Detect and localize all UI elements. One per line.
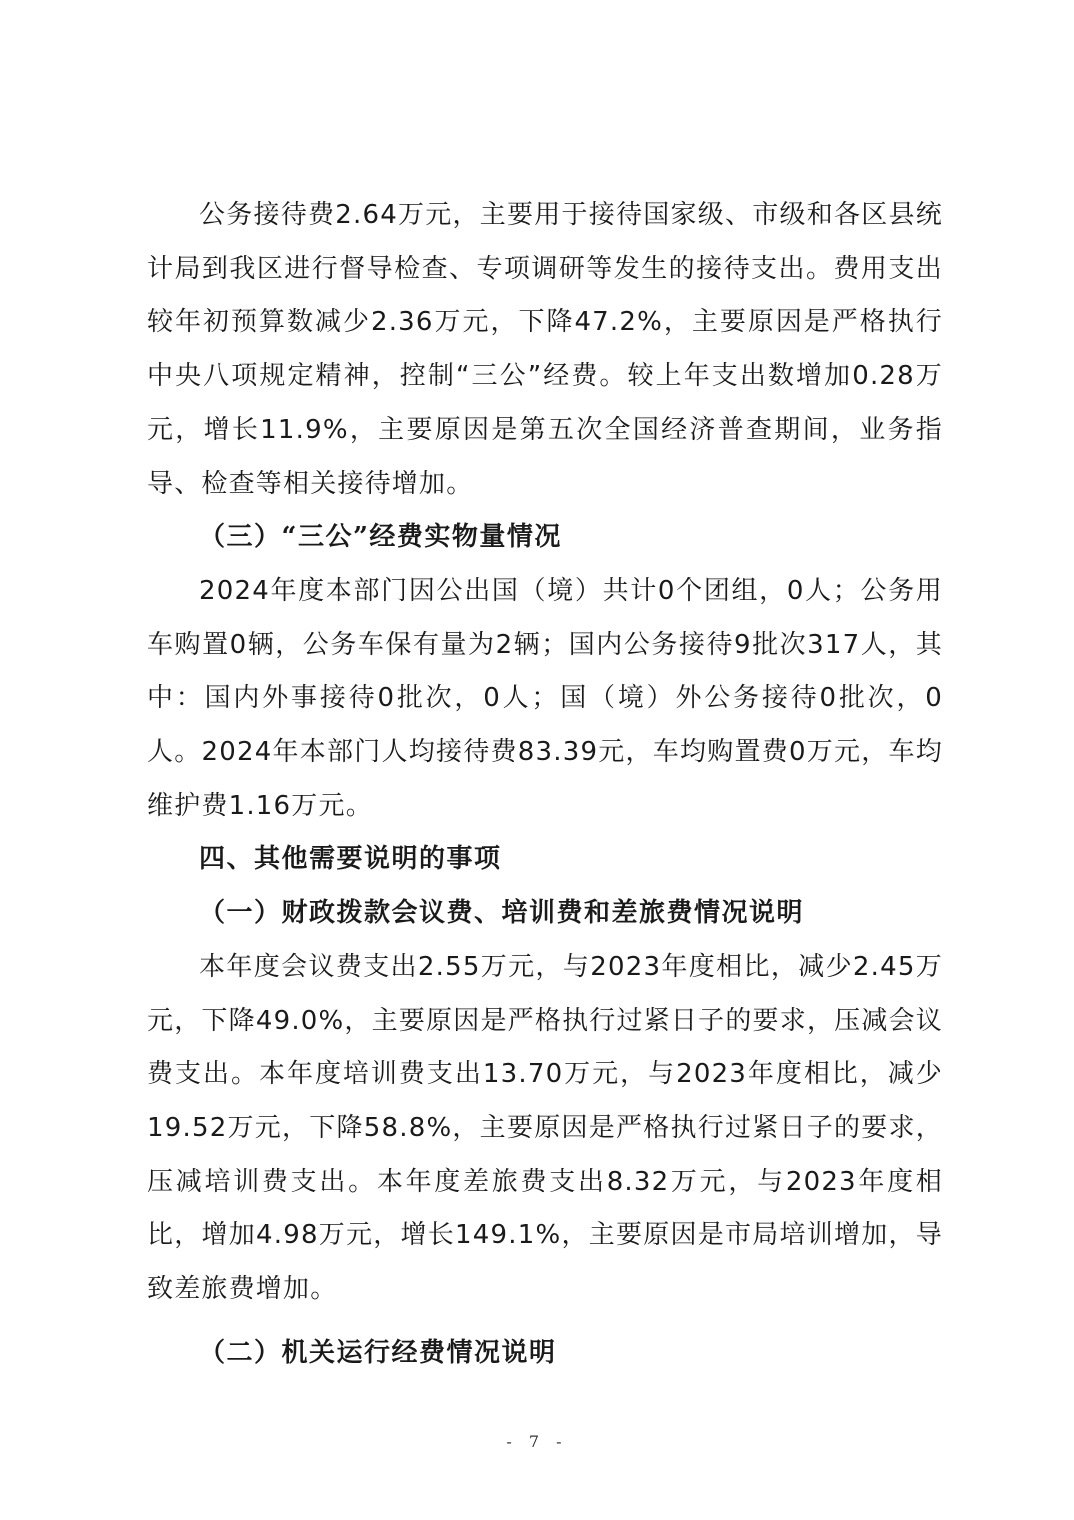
paragraph-reception-expense: 公务接待费2.64万元，主要用于接待国家级、市级和各区县统计局到我区进行督导检查、专项调研等发生的接待支出。费用支出较年初预算数减少2.36万元，下降47.2%，主要原因是严格执行中央八项规定精神，控制“三公”经费。较上年支出数增加0.28万元，增长11.9%，主要原因是第五次全国经济普查期间，业务指导、检查等相关接待增加。 [147,200,943,499]
paragraph-physical-quantity: 2024年度本部门因公出国（境）共计0个团组，0人；公务用车购置0辆，公务车保有量为2辆；国内公务接待9批次317人，其中：国内外事接待0批次，0人；国（境）外公务接待0批次，0人。2024年本部门人均接待费83.39元，车均购置费0万元，车均维护费1.16万元。 [147,575,943,821]
section-heading-other-matters: 四、其他需要说明的事项 [199,844,502,875]
section-heading-operating-expense: （二）机关运行经费情况说明 [199,1337,557,1368]
paragraph-meeting-training-travel: 本年度会议费支出2.55万元，与2023年度相比，减少2.45万元，下降49.0%，主要原因是严格执行过紧日子的要求，压减会议费支出。本年度培训费支出13.70万元，与2023年度相比，减少19.52万元，下降58.8%，主要原因是严格执行过紧日子的要求，压减培训费支出。本年度差旅费支出8.32万元，与2023年度相比，增加4.98万元，增长149.1%，主要原因是市局培训增加，导致差旅费增加。 [147,951,943,1305]
page-number: - 7 - [506,1432,568,1451]
section-heading-physical-quantity: （三）“三公”经费实物量情况 [199,522,562,553]
section-heading-meeting-training-travel: （一）财政拨款会议费、培训费和差旅费情况说明 [199,898,805,929]
document-body [147,189,943,1380]
